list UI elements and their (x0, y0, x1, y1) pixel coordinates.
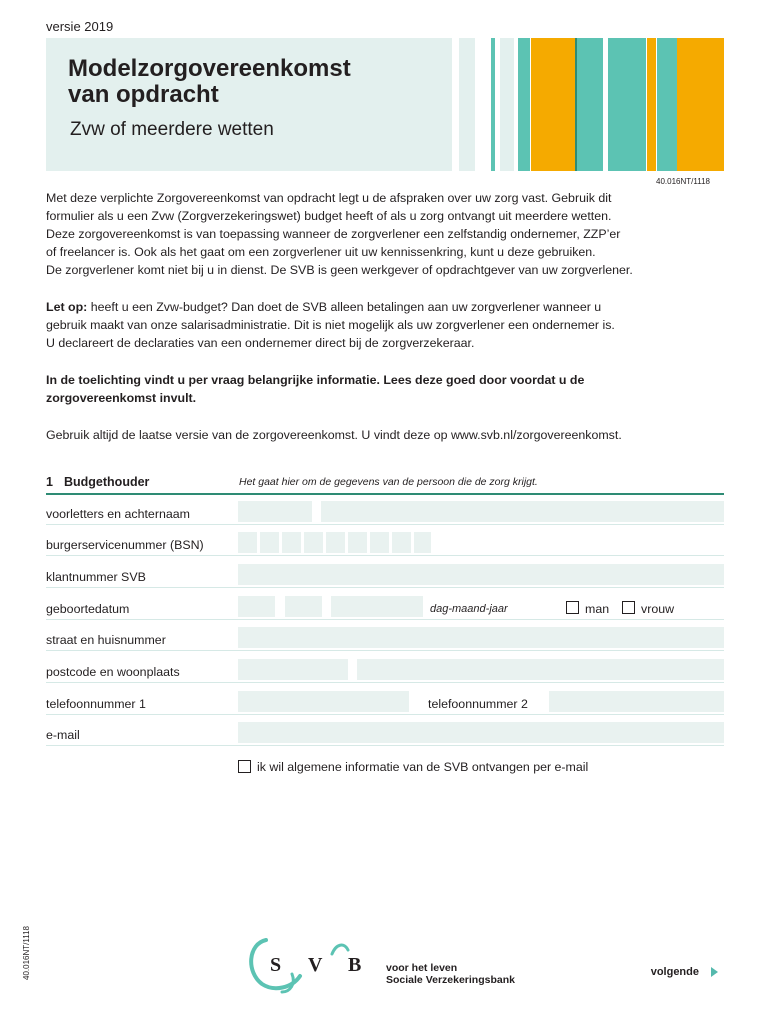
city-field[interactable] (357, 659, 724, 680)
row-divider (46, 524, 724, 525)
title-line-2: van opdracht (68, 81, 219, 108)
dob-hint: dag-maand-jaar (430, 603, 508, 615)
stripe-9 (647, 38, 656, 171)
row-divider (46, 587, 724, 588)
postcode-field[interactable] (238, 659, 348, 680)
notice-label: Let op: (46, 300, 88, 314)
email-optin-checkbox[interactable] (238, 760, 251, 773)
stripe-7 (577, 38, 603, 171)
intro-line: of freelancer is. Ook als het gaat om een zorgverlener uit uw kennissenkring, kunt u deze gebruiken. (46, 245, 596, 259)
bsn-digit-field[interactable] (392, 532, 411, 553)
intro-line: Met deze verplichte Zorgovereenkomst van opdracht legt u de afspraken over uw zorg vast. Gebruik dit (46, 191, 612, 205)
bsn-digit-field[interactable] (326, 532, 345, 553)
postcode-label: postcode en woonplaats (46, 665, 180, 679)
stripe-5 (531, 38, 575, 171)
instruction-line: zorgovereenkomst invult. (46, 391, 197, 405)
name-label: voorletters en achternaam (46, 507, 190, 521)
row-divider (46, 714, 724, 715)
stripe-4 (518, 38, 530, 171)
logo-tagline (386, 962, 515, 986)
section-title: Budgethouder (64, 475, 150, 489)
logo-letter-s: S (270, 954, 282, 976)
row-divider (46, 650, 724, 651)
phone2-field[interactable] (549, 691, 724, 712)
surname-field[interactable] (321, 501, 724, 522)
client-number-label: klantnummer SVB (46, 570, 146, 584)
logo-letter-b: B (348, 954, 362, 976)
page-subtitle: Zvw of meerdere wetten (70, 119, 274, 140)
email-field[interactable] (238, 722, 724, 743)
tagline-line-2: Sociale Verzekeringsbank (386, 974, 515, 986)
client-number-field[interactable] (238, 564, 724, 585)
phone1-field[interactable] (238, 691, 409, 712)
street-field[interactable] (238, 627, 724, 648)
side-document-code: 40.016NT/1118 (22, 926, 31, 980)
dob-day-field[interactable] (238, 596, 275, 617)
initials-field[interactable] (238, 501, 312, 522)
female-label: vrouw (641, 602, 675, 616)
instruction-line: In de toelichting vindt u per vraag belangrijke informatie. Lees deze goed door voordat u de (46, 373, 585, 387)
section-1-header (46, 475, 724, 495)
logo-letter-v: V (308, 954, 323, 976)
dob-month-field[interactable] (285, 596, 322, 617)
page-title (68, 56, 428, 108)
bsn-digit-field[interactable] (304, 532, 323, 553)
title-line-1: Modelzorgovereenkomst (68, 55, 351, 82)
stripe-10 (657, 38, 677, 171)
notice-line (46, 298, 726, 316)
stripe-1 (459, 38, 475, 171)
male-label: man (585, 602, 610, 616)
male-checkbox[interactable] (566, 601, 579, 614)
next-arrow-icon[interactable] (711, 967, 718, 977)
notice-text: heeft u een Zvw-budget? Dan doet de SVB alleen betalingen aan uw zorgverlener wanneer u (87, 300, 602, 314)
version-notice: Gebruik altijd de laatse versie van de zorgovereenkomst. U vindt deze op www.svb.nl/zorgovereenkomst. (46, 428, 622, 442)
notice-line: U declareert de declaraties van een ondernemer direct bij de zorgverzekeraar. (46, 336, 475, 350)
bsn-digit-field[interactable] (238, 532, 257, 553)
bsn-digit-field[interactable] (414, 532, 431, 553)
dob-label: geboortedatum (46, 602, 130, 616)
svb-logo (244, 934, 384, 994)
section-note: Het gaat hier om de gegevens van de persoon die de zorg krijgt. (239, 476, 538, 488)
notice-line: gebruik maakt van onze salarisadministratie. Dit is niet mogelijk als uw zorgverlener een ondernemer is. (46, 318, 615, 332)
intro-paragraph (46, 189, 726, 279)
row-divider (46, 745, 724, 746)
instruction-paragraph (46, 371, 726, 407)
phone2-label: telefoonnummer 2 (428, 697, 528, 711)
bsn-digit-field[interactable] (260, 532, 279, 553)
stripe-11 (677, 38, 724, 171)
email-label: e-mail (46, 728, 80, 742)
stripe-3 (500, 38, 514, 171)
row-divider (46, 682, 724, 683)
phone1-label: telefoonnummer 1 (46, 697, 146, 711)
female-checkbox[interactable] (622, 601, 635, 614)
stripe-2 (491, 38, 495, 171)
row-divider (46, 555, 724, 556)
bsn-digit-field[interactable] (282, 532, 301, 553)
dob-year-field[interactable] (331, 596, 423, 617)
next-page-link[interactable]: volgende (650, 966, 699, 978)
row-divider (46, 619, 724, 620)
bsn-digit-field[interactable] (370, 532, 389, 553)
street-label: straat en huisnummer (46, 633, 166, 647)
intro-line: De zorgverlener komt niet bij u in dienst. De SVB is geen werkgever of opdrachtgever van uw zorgverlener. (46, 263, 633, 277)
stripe-8 (608, 38, 646, 171)
intro-line: formulier als u een Zvw (Zorgverzekeringswet) budget heeft of als u zorg ontvangt uit meerdere wetten. (46, 209, 612, 223)
notice-paragraph (46, 298, 726, 352)
bsn-digit-field[interactable] (348, 532, 367, 553)
document-code: 40.016NT/1118 (656, 177, 710, 186)
intro-line: Deze zorgovereenkomst is van toepassing wanneer de zorgverlener een zelfstandig ondernemer, ZZP’er (46, 227, 621, 241)
bsn-label: burgerservicenummer (BSN) (46, 538, 204, 552)
email-optin-label: ik wil algemene informatie van de SVB ontvangen per e-mail (257, 760, 589, 774)
version-label: versie 2019 (46, 19, 114, 34)
section-number: 1 (46, 475, 53, 489)
tagline-line-1: voor het leven (386, 962, 458, 974)
